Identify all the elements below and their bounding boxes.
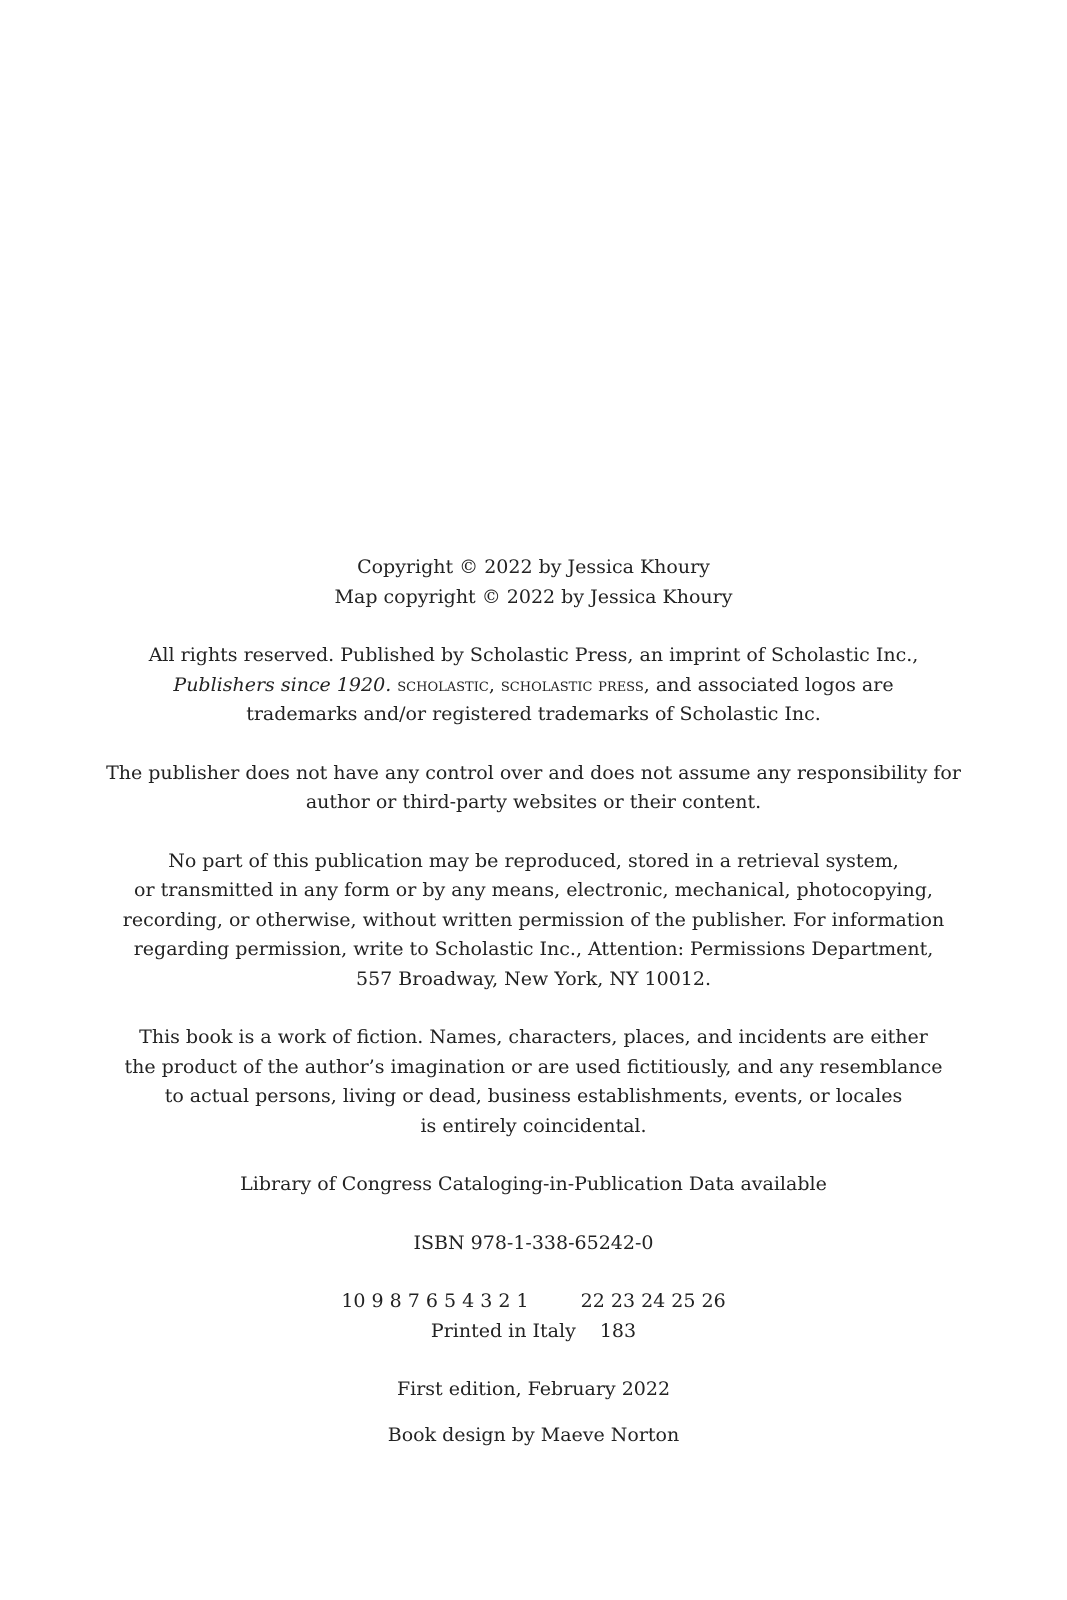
design-block	[0, 1421, 1067, 1451]
edition-line: First edition, February 2022	[396, 1378, 671, 1400]
copyright-block	[0, 553, 1067, 612]
printer-code: 183	[599, 1319, 637, 1342]
copyright-line: Copyright © 2022 by Jessica Khoury	[357, 556, 710, 578]
map-copyright-line: Map copyright © 2022 by Jessica Khoury	[334, 585, 733, 608]
fiction-line-2: the product of the author’s imagination or are used fictitiously, and any resemblance	[124, 1055, 943, 1078]
copyright-page	[0, 553, 1067, 1479]
printed-in-line	[0, 1317, 1067, 1347]
rights-line-1: All rights reserved. Published by Scholastic Press, an imprint of Scholastic Inc.,	[148, 644, 919, 666]
printed-in: Printed in Italy	[430, 1319, 576, 1342]
fiction-block	[0, 1023, 1067, 1141]
scholastic-mark: scholastic	[397, 674, 489, 696]
edition-block	[0, 1375, 1067, 1405]
design-credit-line: Book design by Maeve Norton	[387, 1423, 680, 1446]
reproduction-line-2: or transmitted in any form or by any means, electronic, mechanical, photocopying,	[134, 879, 933, 901]
printing-block	[0, 1287, 1067, 1346]
library-block	[0, 1170, 1067, 1200]
rights-line-2	[0, 671, 1067, 701]
disclaimer-line-2: author or third-party websites or their content.	[305, 791, 762, 813]
isbn-block	[0, 1229, 1067, 1259]
printing-line	[0, 1287, 1067, 1317]
scholastic-press-mark: scholastic press	[500, 674, 644, 696]
disclaimer-line-1: The publisher does not have any control over and does not assume any responsibility for	[106, 761, 961, 784]
print-years: 22 23 24 25 26	[580, 1290, 726, 1312]
reproduction-line-1: No part of this publication may be reproduced, stored in a retrieval system,	[168, 849, 899, 872]
fiction-line-3: to actual persons, living or dead, business establishments, events, or locales	[164, 1085, 903, 1107]
rights-line-3: trademarks and/or registered trademarks of Scholastic Inc.	[246, 703, 821, 725]
disclaimer-block	[0, 759, 1067, 818]
reproduction-block	[0, 847, 1067, 995]
print-number-line: 10 9 8 7 6 5 4 3 2 1	[341, 1290, 529, 1312]
reproduction-line-4: regarding permission, write to Scholastic Inc., Attention: Permissions Department,	[133, 938, 934, 960]
mark-separator: ,	[488, 673, 495, 696]
library-line: Library of Congress Cataloging-in-Publication Data available	[240, 1173, 827, 1195]
reproduction-line-3: recording, or otherwise, without written permission of the publisher. For information	[122, 908, 945, 931]
isbn-line: ISBN 978-1-338-65242-0	[413, 1231, 654, 1254]
rights-line-2-rest: , and associated logos are	[643, 673, 894, 696]
publishers-since: Publishers since 1920.	[173, 673, 392, 696]
reproduction-line-5: 557 Broadway, New York, NY 10012.	[355, 967, 712, 990]
fiction-line-4: is entirely coincidental.	[420, 1114, 647, 1137]
fiction-line-1: This book is a work of fiction. Names, characters, places, and incidents are either	[139, 1026, 928, 1048]
rights-block	[0, 641, 1067, 730]
